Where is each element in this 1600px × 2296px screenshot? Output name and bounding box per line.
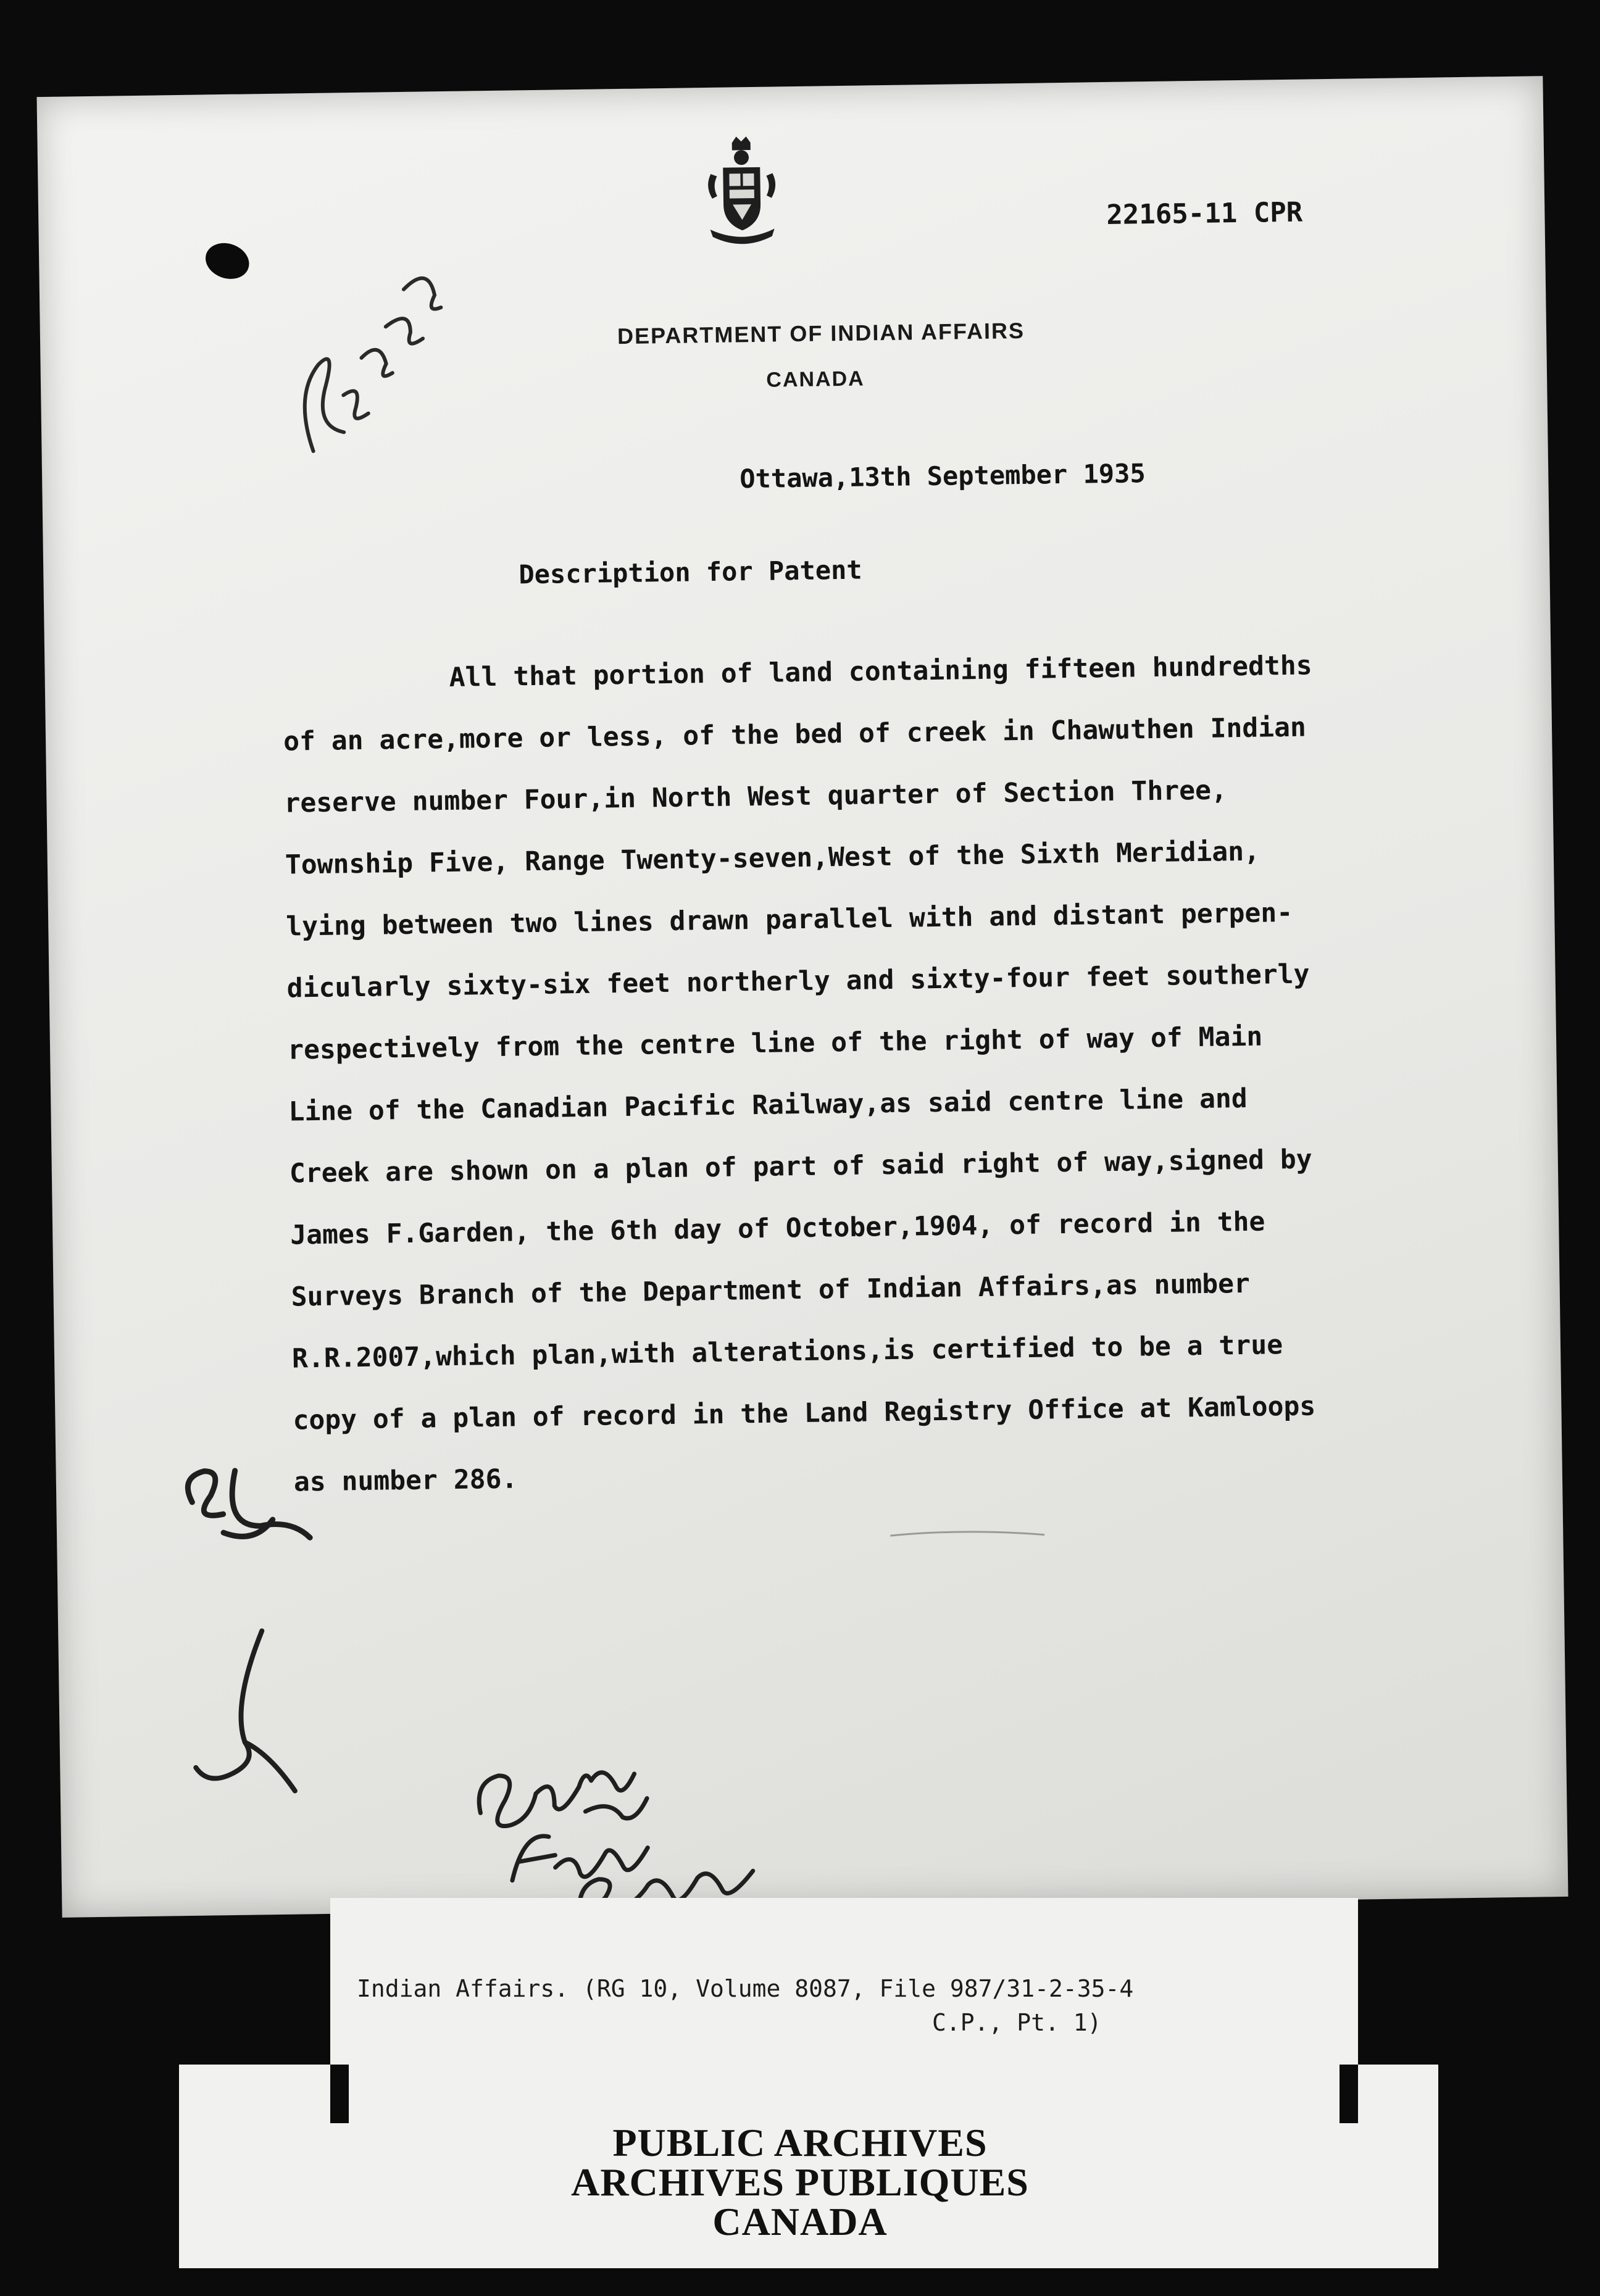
body-line: James F.Garden, the 6th day of October,1904, of record in the — [290, 1206, 1265, 1251]
card-notch — [1340, 2065, 1358, 2123]
handwritten-initials — [167, 1451, 329, 1595]
handwritten-signature-mark — [169, 1618, 314, 1805]
body-line: reserve number Four,in North West quarter of Section Three, — [284, 775, 1228, 819]
archive-stamp-line: PUBLIC ARCHIVES — [612, 2121, 988, 2165]
body-line: R.R.2007,which plan,with alterations,is certified to be a true — [291, 1329, 1283, 1375]
card-notch — [330, 2065, 349, 2123]
document-page — [37, 76, 1569, 1918]
body-line: of an acre,more or less, of the bed of creek in Chawuthen Indian — [283, 712, 1307, 757]
department-name: DEPARTMENT OF INDIAN AFFAIRS — [617, 317, 1025, 349]
body-line: Township Five, Range Twenty-seven,West of the Sixth Meridian, — [285, 836, 1260, 881]
body-line: as number 286. — [293, 1463, 518, 1498]
body-line: Surveys Branch of the Department of Indian Affairs,as number — [291, 1268, 1251, 1313]
archive-reference-line: C.P., Pt. 1) — [932, 2009, 1102, 2036]
dateline: Ottawa,13th September 1935 — [739, 458, 1146, 494]
body-line: All that portion of land containing fifteen hundredths — [449, 650, 1312, 693]
body-line: Line of the Canadian Pacific Railway,as said centre line and — [288, 1083, 1248, 1128]
body-line: copy of a plan of record in the Land Registry Office at Kamloops — [293, 1391, 1316, 1436]
archive-reference-line: Indian Affairs. (RG 10, Volume 8087, File 987/31-2-35-4 — [357, 1975, 1134, 2002]
description-body — [282, 632, 1528, 1513]
hole-punch-mark — [199, 236, 256, 286]
archive-stamp-line: CANADA — [712, 2200, 888, 2244]
scratch-mark — [890, 1528, 1044, 1542]
country-name: CANADA — [766, 367, 865, 392]
body-line: respectively from the centre line of the right of way of Main — [287, 1021, 1263, 1066]
coat-of-arms-icon — [698, 136, 786, 254]
body-line: Creek are shown on a plan of part of said right of way,signed by — [289, 1144, 1312, 1189]
document-heading: Description for Patent — [519, 554, 862, 590]
body-line: lying between two lines drawn parallel with and distant perpen- — [285, 897, 1293, 942]
file-number: 22165-11 CPR — [1106, 196, 1303, 231]
archive-stamp-line: ARCHIVES PUBLIQUES — [571, 2160, 1029, 2204]
body-line: dicularly sixty-six feet northerly and sixty-four feet southerly — [286, 959, 1310, 1004]
handwritten-margin-note — [267, 239, 456, 476]
